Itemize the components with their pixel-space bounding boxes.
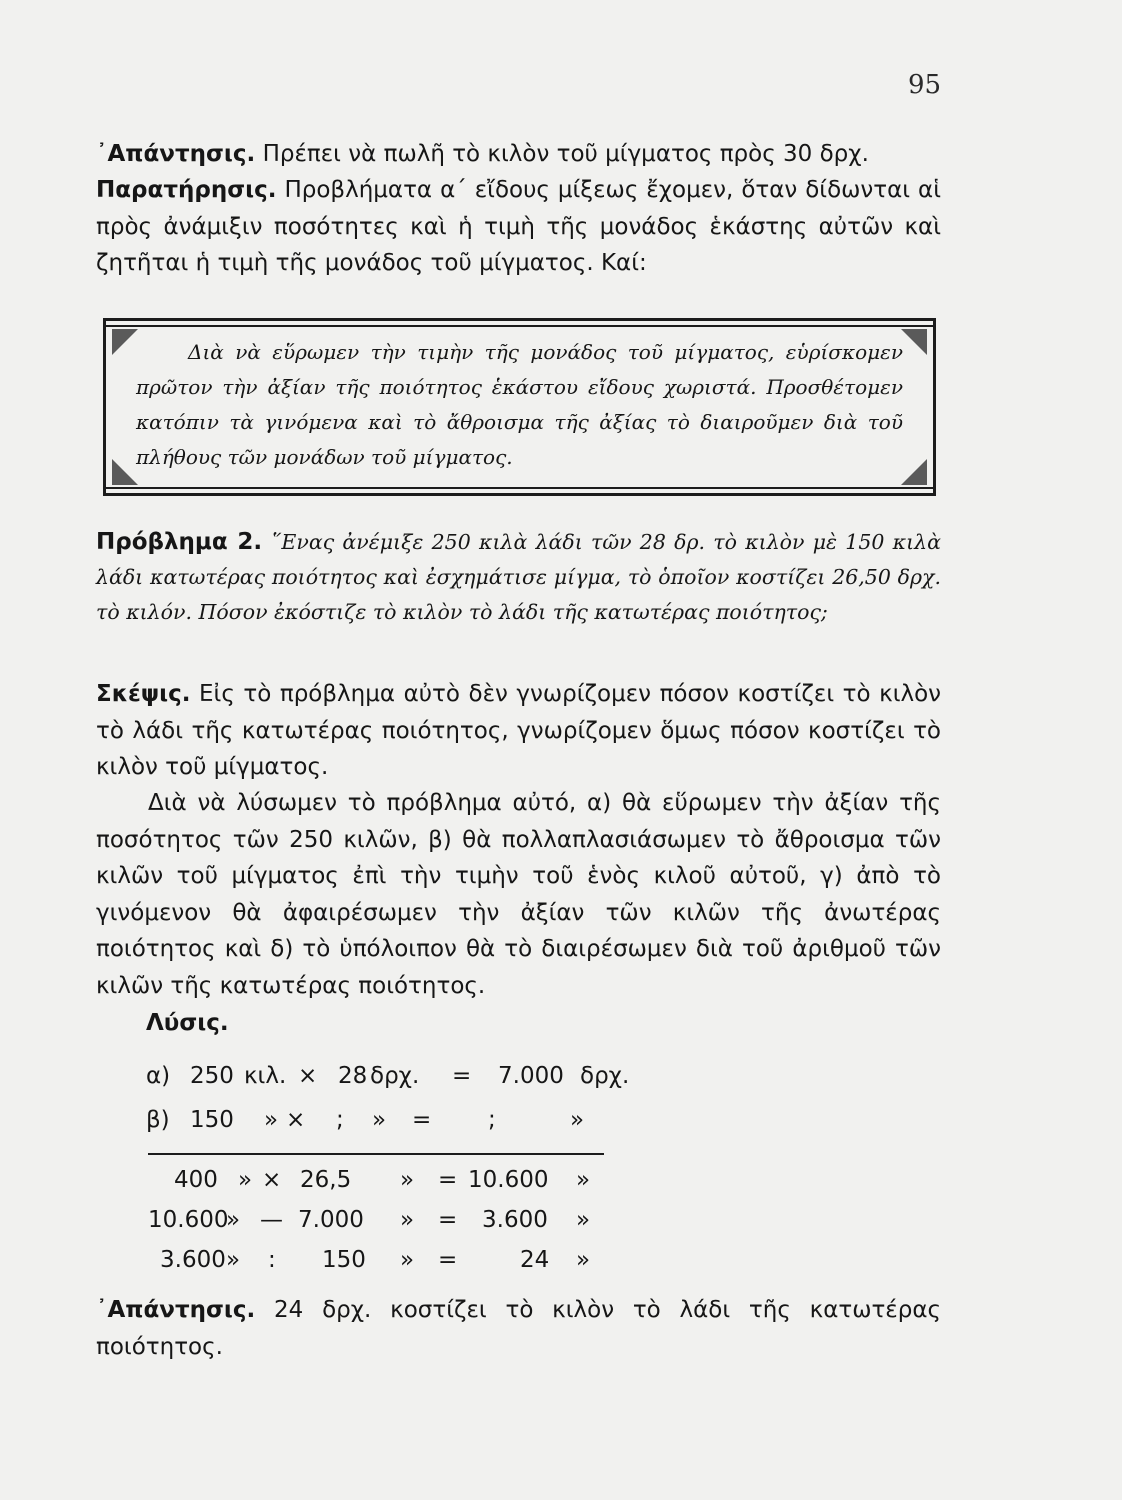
row-b-ditto-2: » [372, 1107, 387, 1133]
thought-text: Εἰς τὸ πρόβλημα αὐτὸ δὲν γνωρίζομεν πόσον κοστίζει τὸ κιλὸν τὸ λάδι τῆς κατωτέρας ποιότητος, γνωρίζομεν ὅμως πόσον κοστίζει τὸ κιλὸν τοῦ μίγματος. [96, 681, 942, 781]
row-b-unknown-result: ; [488, 1107, 496, 1133]
row-e-result: 24 [520, 1247, 550, 1273]
row-b-equals: = [412, 1107, 432, 1133]
problem-paragraph [96, 525, 941, 630]
corner-ornament-icon [901, 459, 927, 485]
row-e-remainder: 3.600 [160, 1247, 226, 1273]
row-d-result: 3.600 [482, 1207, 548, 1233]
method-paragraph: Διὰ νὰ λύσωμεν τὸ πρόβλημα αὐτό, α) θὰ εὕρωμεν τὴν ἀξίαν τῆς ποσότητος τῶν 250 κιλῶν, β) θὰ πολλαπλασιάσωμεν τὸ ἄθροισμα τῶν κιλῶν τοῦ μίγματος ἐπὶ τὴν τιμὴν τοῦ ἑνὸς κιλοῦ αὐτοῦ, γ) ἀπὸ τὸ γινόμενον θὰ ἀφαιρέσωμεν τὴν ἀξίαν τῶν κιλῶν τῆς ἀνωτέρας ποιότητος καὶ δ) τὸ ὑπόλοιπον θὰ τὸ διαιρέσωμεν διὰ τοῦ ἀριθμοῦ τῶν κιλῶν τῆς κατωτέρας ποιότητος. [96, 790, 941, 999]
answer-paragraph-2 [96, 1292, 941, 1365]
corner-ornament-icon [112, 329, 138, 355]
row-e-ditto: » [226, 1247, 241, 1273]
row-c-result: 10.600 [468, 1167, 549, 1193]
solution-label: Λύσις. [146, 1010, 229, 1036]
row-d-ditto-2: » [400, 1207, 415, 1233]
answer-text: Πρέπει νὰ πωλῆ τὸ κιλὸν τοῦ μίγματος πρὸς 30 δρχ. [262, 141, 869, 167]
row-b-ditto: » [264, 1107, 279, 1133]
row-d-ditto: » [226, 1207, 241, 1233]
row-e-ditto-3: » [576, 1247, 591, 1273]
row-c-ditto-2: » [400, 1167, 415, 1193]
row-e-ditto-2: » [400, 1247, 415, 1273]
row-d-operator: — [260, 1207, 283, 1233]
row-b-unknown: ; [336, 1107, 344, 1133]
row-b-quantity: 150 [190, 1107, 234, 1133]
row-e-operator: : [268, 1247, 276, 1273]
row-e-equals: = [438, 1247, 458, 1273]
answer-label: ᾿Απάντησις. [96, 141, 256, 167]
row-b-operator: × [286, 1107, 306, 1133]
row-c-ditto: » [238, 1167, 253, 1193]
row-b-marker: β) [146, 1107, 170, 1133]
row-a-currency: δρχ. [370, 1063, 420, 1089]
rule-text: Διὰ νὰ εὕρωμεν τὴν τιμὴν τῆς μονάδος τοῦ μίγματος, εὑρίσκομεν πρῶτον τὴν ἀξίαν τῆς ποιότητος ἑκάστου εἴδους χωριστά. Προσθέτομεν κατόπιν τὰ γινόμενα καὶ τὸ ἄθροισμα τῆς ἀξίας τὸ διαιροῦμεν διὰ τοῦ πλήθους τῶν μονάδων τοῦ μίγματος. [136, 340, 903, 469]
rule-box [103, 318, 936, 496]
row-d-subtrahend: 7.000 [298, 1207, 364, 1233]
row-c-equals: = [438, 1167, 458, 1193]
row-c-quantity: 400 [174, 1167, 218, 1193]
row-d-ditto-3: » [576, 1207, 591, 1233]
page-number: 95 [908, 70, 942, 100]
row-a-marker: α) [146, 1063, 171, 1089]
corner-ornament-icon [901, 329, 927, 355]
row-b-ditto-3: » [570, 1107, 585, 1133]
remark-label: Παρατήρησις. [96, 177, 277, 203]
row-a-equals: = [452, 1063, 472, 1089]
remark-text: Προβλήματα α΄ εἴδους μίξεως ἔχομεν, ὅταν δίδωνται αἱ πρὸς ἀνάμιξιν ποσότητες καὶ ἡ τιμὴ τῆς μονάδος ἑκάστης αὐτῶν καὶ ζητῆται ἡ τιμὴ τῆς μονάδος τοῦ μίγματος. Καί: [96, 177, 941, 277]
row-a-quantity: 250 [190, 1063, 234, 1089]
row-d-product: 10.600 [148, 1207, 229, 1233]
row-a-operator: × [298, 1063, 318, 1089]
remark-paragraph [96, 172, 941, 282]
problem-text: ῞Ενας ἀνέμιξε 250 κιλὰ λάδι τῶν 28 δρ. τὸ κιλὸν μὲ 150 κιλὰ λάδι κατωτέρας ποιότητος καὶ ἐσχημάτισε μίγμα, τὸ ὁποῖον κοστίζει 26,50 δρχ. τὸ κιλόν. Πόσον ἐκόστιζε τὸ κιλὸν τὸ λάδι τῆς κατωτέρας ποιότητος; [96, 530, 941, 624]
row-a-result-unit: δρχ. [580, 1063, 630, 1089]
sum-rule [148, 1153, 604, 1155]
thought-label: Σκέψις. [96, 681, 191, 707]
answer-text-2: 24 δρχ. κοστίζει τὸ κιλὸν τὸ λάδι τῆς κατωτέρας ποιότητος. [96, 1297, 941, 1360]
row-c-price: 26,5 [300, 1167, 352, 1193]
row-c-operator: × [262, 1167, 282, 1193]
row-a-unit: κιλ. [244, 1063, 287, 1089]
row-a-price: 28 [338, 1063, 368, 1089]
problem-label: Πρόβλημα 2. [96, 529, 263, 555]
answer-label-2: ᾿Απάντησις. [96, 1297, 256, 1323]
row-e-divisor: 150 [322, 1247, 366, 1273]
row-d-equals: = [438, 1207, 458, 1233]
corner-ornament-icon [112, 459, 138, 485]
row-c-ditto-3: » [576, 1167, 591, 1193]
answer-paragraph-1 [96, 136, 941, 173]
thought-paragraph [96, 676, 941, 786]
row-a-result: 7.000 [498, 1063, 564, 1089]
